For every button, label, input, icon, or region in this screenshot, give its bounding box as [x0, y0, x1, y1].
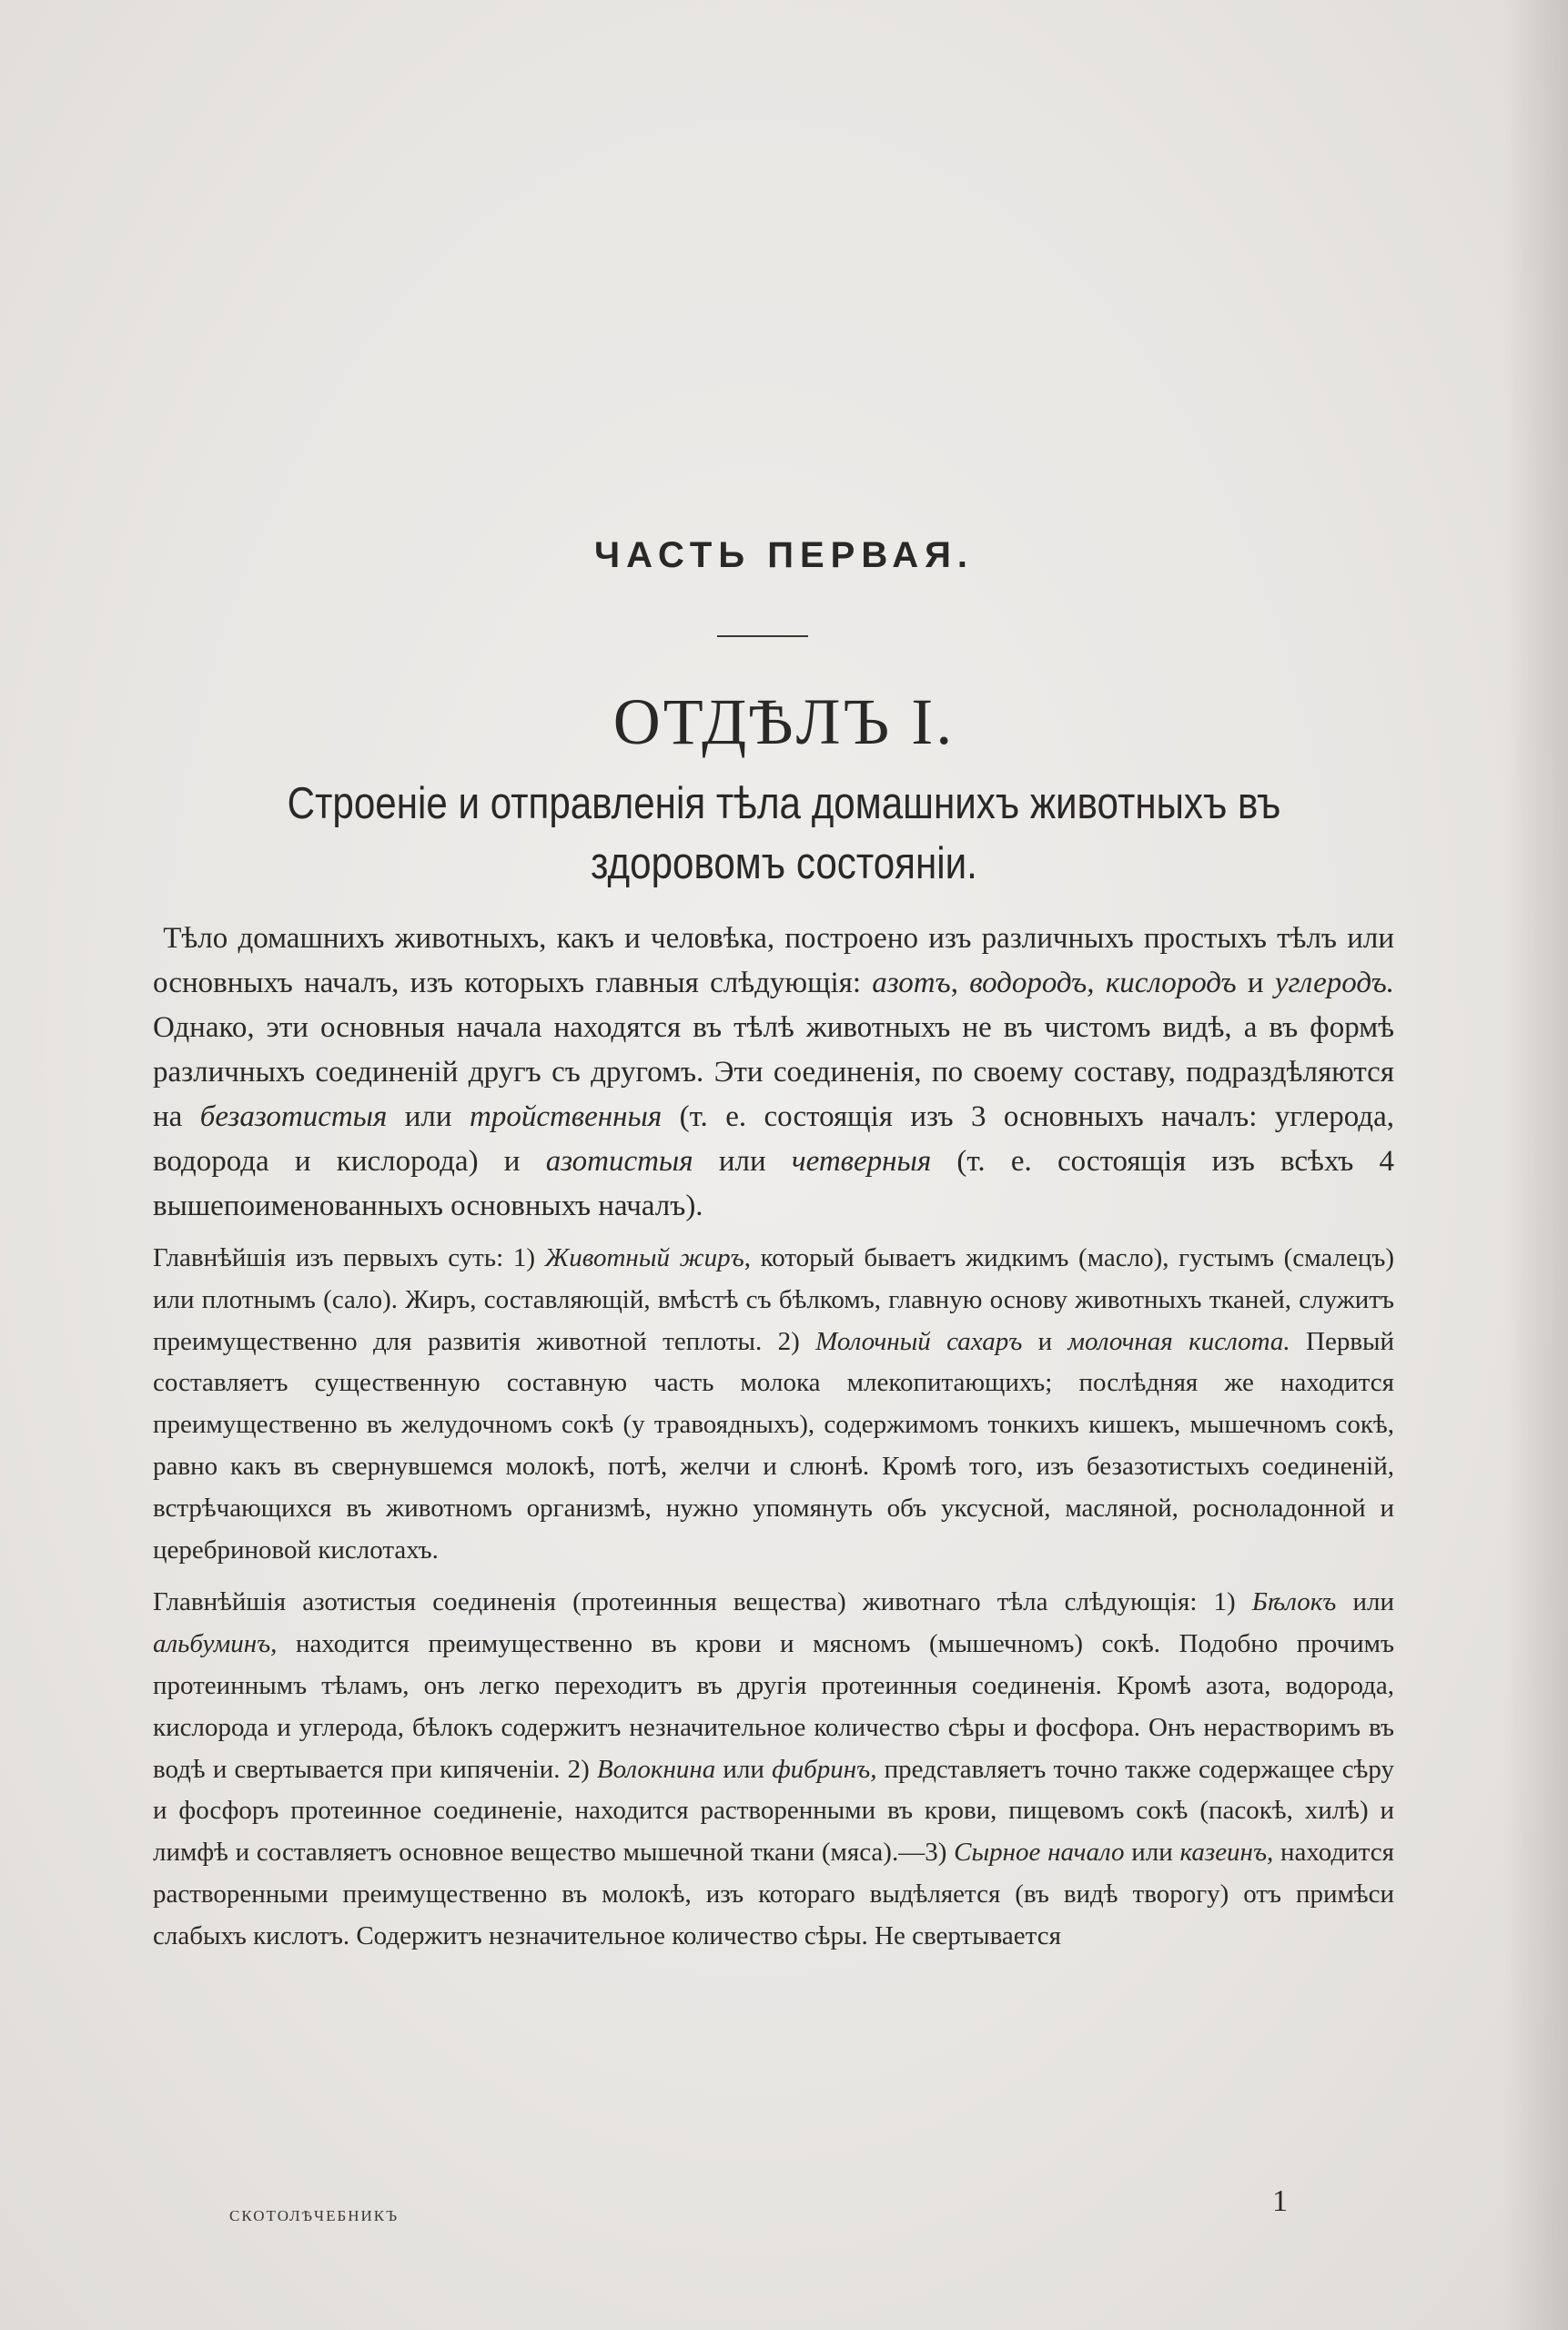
text-segment: или [693, 1145, 792, 1178]
italic-term: альбуминъ, [153, 1629, 278, 1659]
italic-term: азотъ [872, 967, 951, 999]
italic-term: молочная кислота. [1067, 1326, 1290, 1356]
paragraph-2 [153, 1238, 1394, 1571]
italic-term: Волокнина [596, 1754, 716, 1784]
italic-term: Бѣлокъ [1251, 1587, 1337, 1617]
text-segment: находится растворенными преимущественно въ молокѣ, изъ котораго выдѣляется (въ видѣ творогу) отъ примѣси слабыхъ кислотъ. Содержитъ незначительное количество сѣры. Не свертывается [153, 1838, 1394, 1950]
text-segment: Главнѣйшія изъ первыхъ суть: 1) [153, 1243, 545, 1272]
title-rule [717, 635, 808, 637]
signature-mark: СКОТОЛѢЧЕБНИКЪ [229, 2207, 400, 2224]
text-segment: Тѣло домашнихъ животныхъ, какъ и человѣка, построено изъ различныхъ простыхъ тѣлъ или основныхъ началъ, изъ которыхъ главныя слѣдующія: [153, 922, 1394, 999]
text-segment: и [1022, 1326, 1068, 1356]
text-segment: Первый составляетъ существенную составную часть молока млекопитающихъ; послѣдняя же находится преимущественно въ желудочномъ сокѣ (у травоядныхъ), содержимомъ тонкихъ кишекъ, мышечномъ сокѣ, равно какъ въ свернувшемся молокѣ, потѣ, желчи и слюнѣ. Кромѣ того, изъ безазотистыхъ соединеній, встрѣчающихся въ животномъ организмѣ, нужно упомянуть объ уксусной, масляной, росноладонной и церебриновой кислотахъ. [153, 1326, 1395, 1565]
italic-term: Молочный сахаръ [815, 1326, 1023, 1356]
italic-term: кислородъ [1105, 967, 1237, 999]
text-segment: , [950, 967, 970, 999]
italic-term: безазотистыя [199, 1100, 388, 1133]
italic-term: тройственныя [469, 1100, 663, 1133]
text-segment: находится преимущественно въ крови и мясномъ (мышечномъ) сокѣ. Подобно прочимъ протеиннымъ тѣламъ, онъ легко переходитъ въ другія протеинныя соединенія. Кромѣ азота, водорода, кислорода и углерода, бѣлокъ содержитъ незначительное количество сѣры и фосфора. Онъ нерастворимъ въ водѣ и свертывается при кипяченіи. 2) [153, 1629, 1394, 1784]
italic-term: фибринъ, [772, 1754, 877, 1784]
body-text [153, 917, 1394, 1958]
text-segment: Однако, эти основныя начала находятся въ тѣлѣ животныхъ не въ чистомъ видѣ, а въ формѣ различныхъ соединеній другъ съ другомъ. Эти соединенія, по своему составу, подраздѣляются на [153, 1011, 1394, 1133]
italic-term: углеродъ. [1274, 967, 1394, 999]
text-segment: (т. е. состоящія изъ всѣхъ 4 вышепоименованныхъ основныхъ началъ). [153, 1145, 1394, 1222]
part-title: ЧАСТЬ ПЕРВАЯ. [594, 535, 974, 575]
italic-term: водородъ, [969, 967, 1095, 999]
text-segment: или [387, 1100, 470, 1133]
page-edge-shadow [1504, 0, 1568, 2330]
text-segment: (т. е. состоящія изъ 3 основныхъ началъ: углерода, водорода и кислорода) и [153, 1100, 1394, 1178]
italic-term: азотистыя [545, 1145, 693, 1178]
text-segment: представляетъ точно также содержащее сѣру и фосфоръ протеинное соединеніе, находится растворенными въ крови, пищевомъ сокѣ (пасокѣ, хилѣ) и лимфѣ и составляетъ основное вещество мышечной ткани (мяса).—3) [153, 1754, 1394, 1868]
italic-term: четверныя [791, 1145, 932, 1178]
text-segment: или [715, 1754, 773, 1784]
text-segment: и [1236, 967, 1275, 999]
text-segment: или [1124, 1838, 1180, 1868]
text-segment: , который бываетъ жидкимъ (масло), густымъ (смалецъ) или плотнымъ (сало). Жиръ, составляющій, вмѣстѣ съ бѣлкомъ, главную основу животныхъ тканей, служитъ преимущественно для развитія животной теплоты. 2) [153, 1243, 1394, 1356]
text-segment: Главнѣйшія азотистыя соединенія (протеинныя вещества) животнаго тѣла слѣдующія: 1) [153, 1587, 1252, 1617]
page-number: 1 [1272, 2184, 1288, 2218]
italic-term: Животный жиръ [544, 1243, 744, 1272]
text-segment: или [1336, 1587, 1394, 1617]
section-subtitle: Строеніе и отправленія тѣла домашнихъ животныхъ въ здоровомъ состояніи. [287, 779, 1281, 888]
text-segment [1095, 967, 1106, 999]
italic-term: Сырное начало [954, 1838, 1125, 1868]
section-title: ОТДѢЛЪ I. [612, 685, 956, 758]
paragraph-3 [153, 1582, 1394, 1957]
italic-term: казеинъ, [1179, 1838, 1274, 1868]
paragraph-1 [153, 917, 1394, 1229]
